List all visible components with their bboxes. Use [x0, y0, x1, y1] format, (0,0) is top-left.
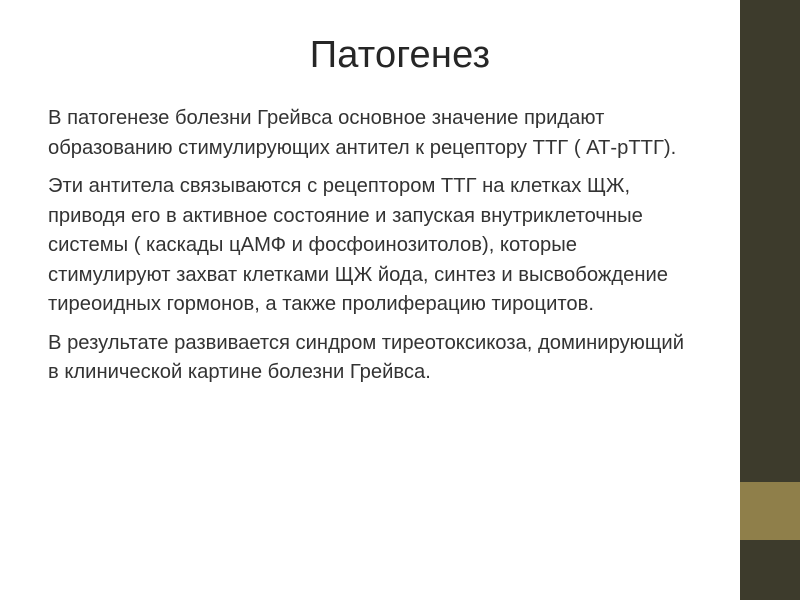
decorative-sidebar-accent	[740, 482, 800, 540]
paragraph-antibodies: Эти антитела связываются с рецептором ТТГ на клетках ЩЖ, приводя его в активное состояние и запуская внутриклеточные системы ( каскады цАМФ и фосфоинозитолов), которые стимулируют захват клетками ЩЖ йода, синтез и высвобождение тиреоидных гормонов, а также пролиферацию тироцитов.	[48, 175, 669, 315]
paragraph-result: В результате развивается синдром тиреотоксикоза, доминирующий в клинической картине болезни Грейвса.	[48, 331, 684, 383]
slide-title: Патогенез	[309, 34, 491, 76]
paragraph-pathogenesis: В патогенезе болезни Грейвса основное значение придают образованию стимулирующих антител к рецептору ТТГ ( АТ-рТТГ).	[48, 107, 677, 159]
slide-body	[48, 104, 700, 397]
